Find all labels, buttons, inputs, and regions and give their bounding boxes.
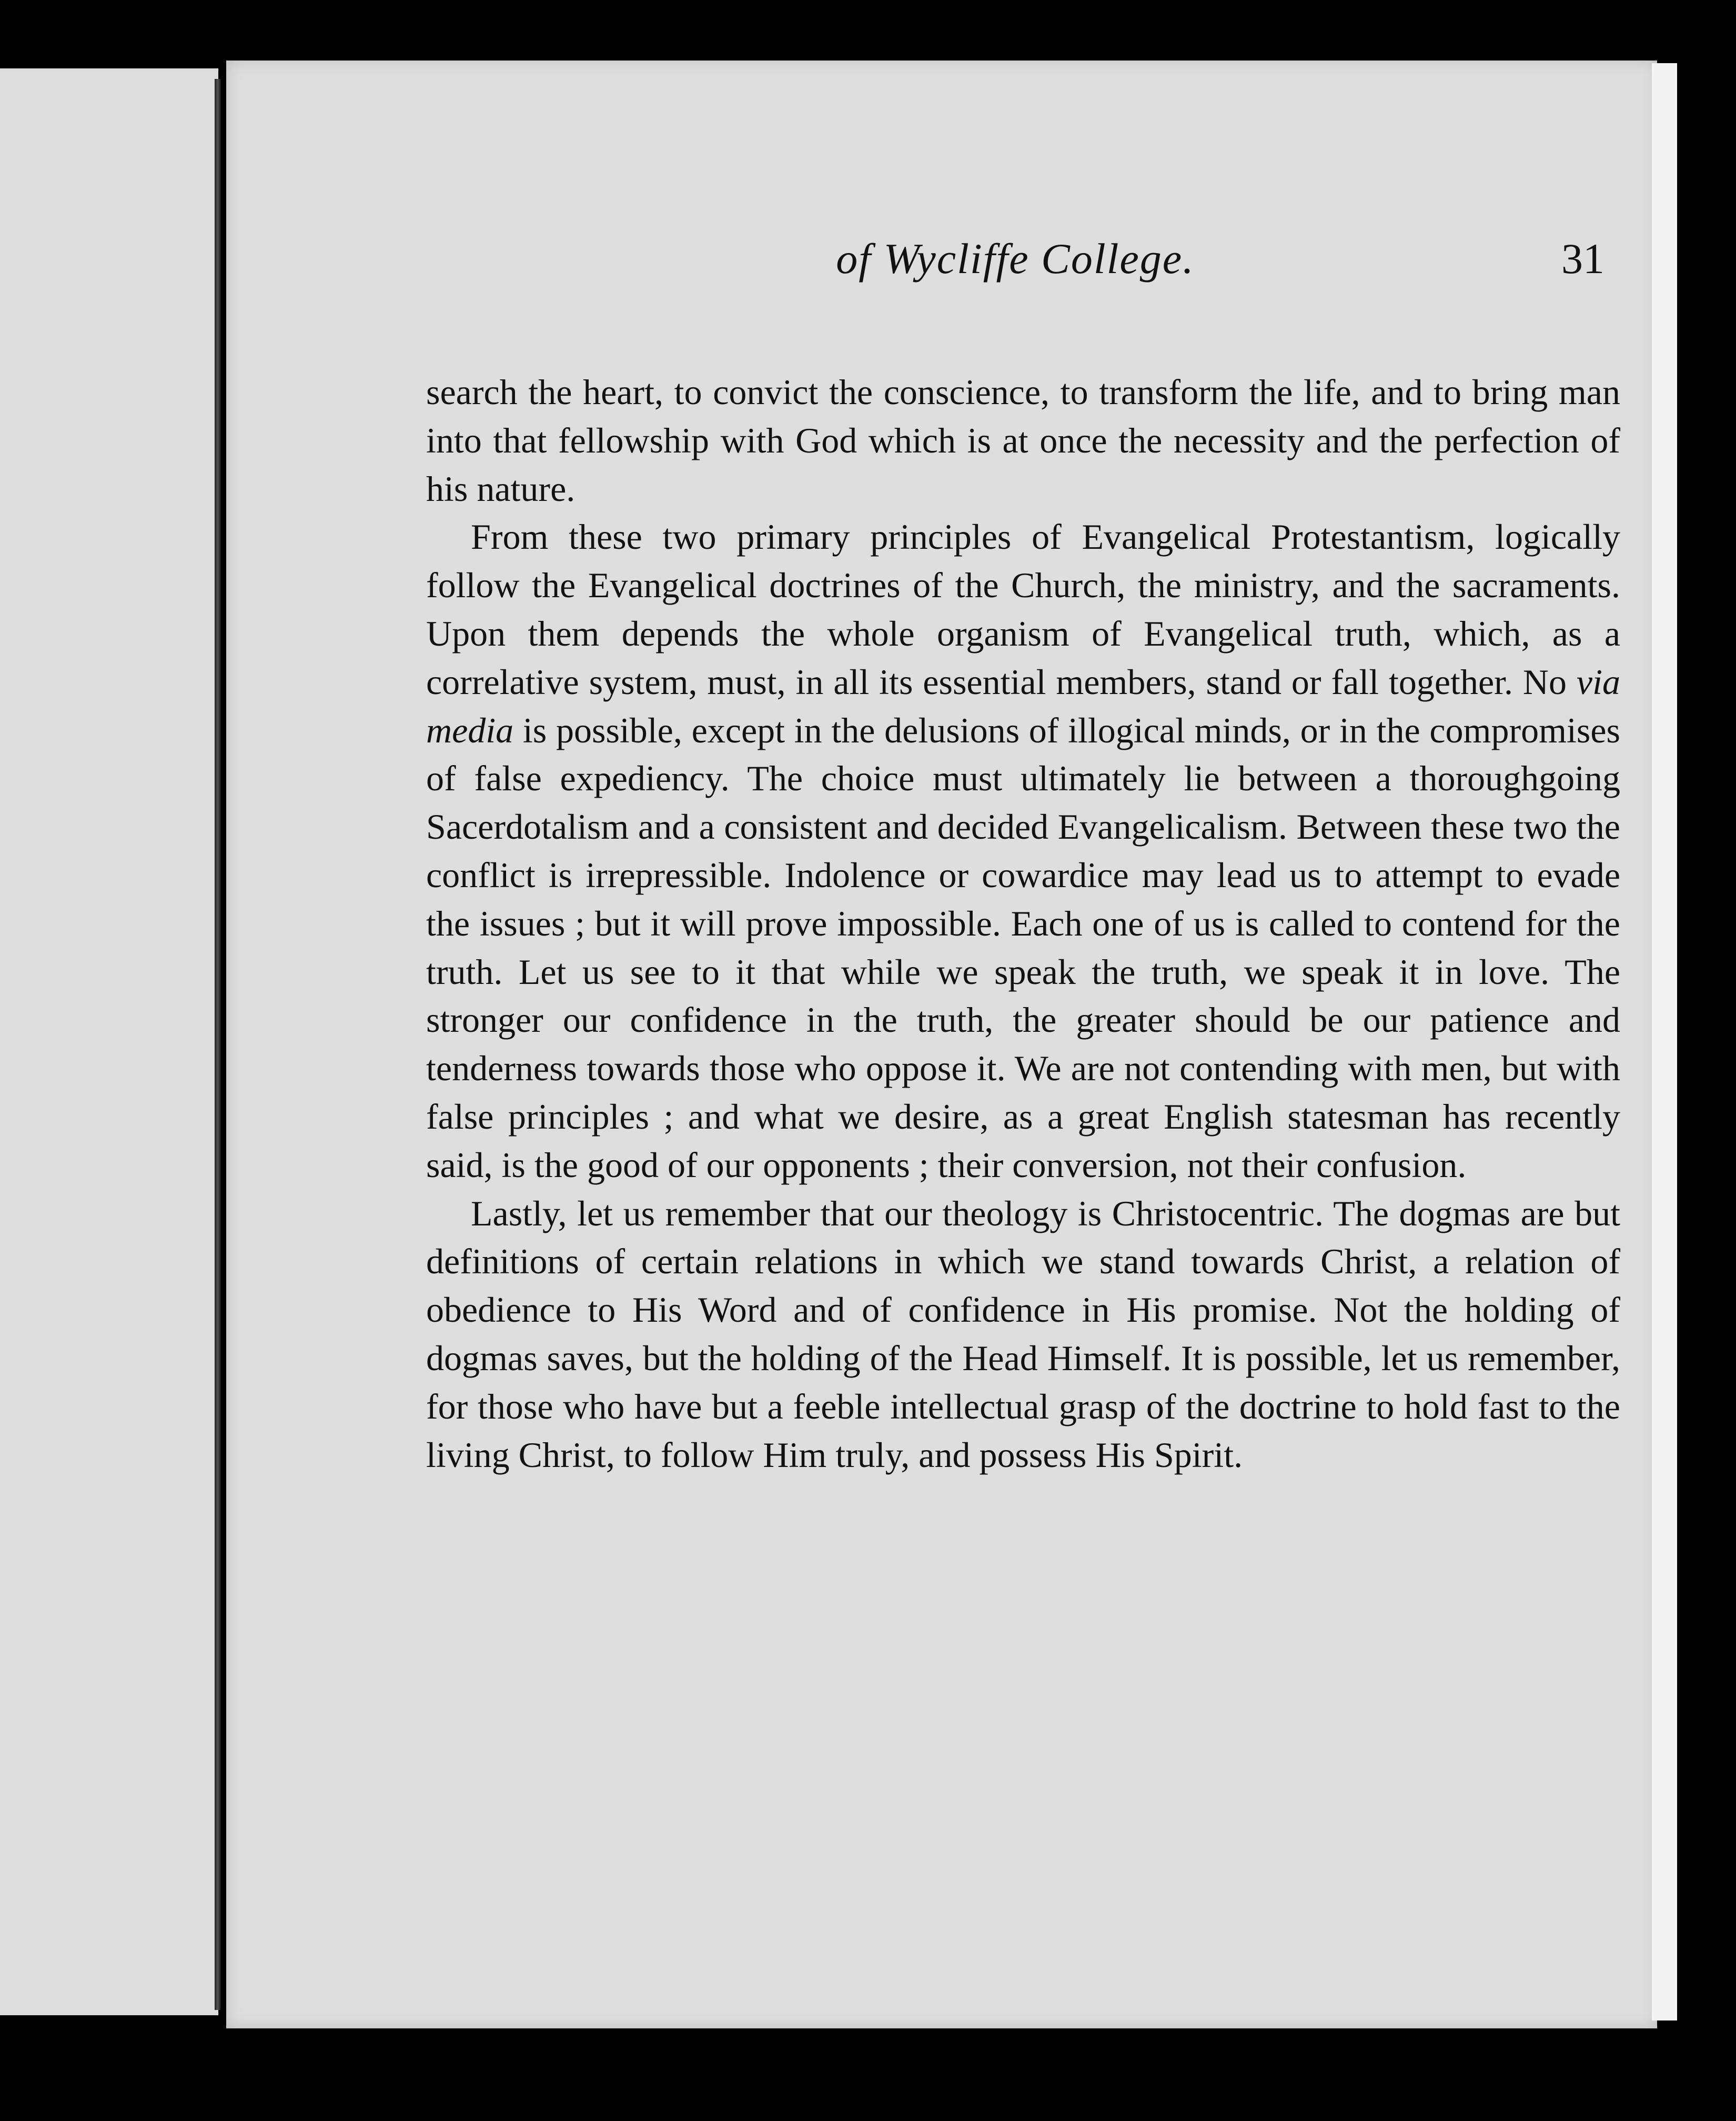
page-number: 31 <box>1561 235 1604 283</box>
paragraph-3: Lastly, let us remember that our theology is Christocentric. The dogmas are but definitions of certain relations in which we stand towards Christ, a relation of obedience to His Word and of confidence in His promise. Not the holding of dogmas saves, but the holding of the Head Himself. It is possible, let us remember, for those who have but a feeble intellectual grasp of the doctrine to hold fast to the living Christ, to follow Him truly, and possess His Spirit. <box>426 1193 1620 1475</box>
book-page <box>226 61 1657 2028</box>
paragraph-1: search the heart, to convict the conscience, to transform the life, and to bring man into that fellowship with God which is at once the necessity and the perfection of his nature. <box>426 372 1620 509</box>
book-spine <box>215 79 221 2010</box>
page-edge <box>1652 63 1677 2021</box>
paragraph-2-part-2: is possible, except in the delusions of illogical minds, or in the compromises of false expediency. The choice must ultimately lie between a thoroughgoing Sacerdotalism and a consistent and decided Evangelicalism. Between these two the conflict is irrepressible. Indolence or cowardice may lead us to attempt to evade the issues ; but it will prove impossible. Each one of us is called to contend for the truth. Let us see to it that while we speak the truth, we speak it in love. The stronger our confidence in the truth, the greater should be our patience and tenderness towards those who oppose it. We are not contending with men, but with false principles ; and what we desire, as a great English statesman has recently said, is the good of our opponents ; their conversion, not their confusion. <box>426 710 1620 1185</box>
running-head: of Wycliffe College. <box>836 235 1195 283</box>
page-header <box>426 234 1604 308</box>
paragraph-2-part-1: From these two primary principles of Evangelical Protestantism, logically follow the Evangelical doctrines of the Church, the ministry, and the sacraments. Upon them depends the whole organism of Evangelical truth, which, as a correlative system, must, in all its essential members, stand or fall together. No <box>426 517 1620 702</box>
body-text <box>426 368 1620 1479</box>
italic-phrase: via media <box>426 661 1620 750</box>
paragraph-2 <box>426 513 1620 1189</box>
facing-page <box>0 68 218 2015</box>
